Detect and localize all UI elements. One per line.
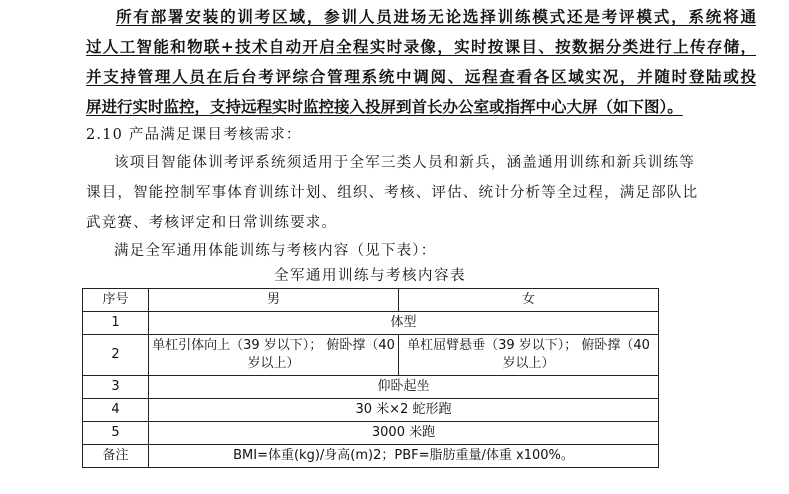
table-intro: 满足全军通用体能训练与考核内容（见下表）： <box>114 243 437 259</box>
table-row <box>83 335 659 376</box>
row-num: 1 <box>83 312 149 335</box>
table-row <box>83 376 659 399</box>
table-header-row <box>83 289 659 312</box>
intro-line: 过人工智能和物联+技术自动开启全程实时录像，实时按课目、按数据分类进行上传存储， <box>86 38 756 56</box>
row-num: 3 <box>83 376 149 399</box>
table-row <box>83 399 659 422</box>
requirement-paragraph <box>86 148 754 238</box>
row-num: 2 <box>83 335 149 376</box>
intro-line: 屏进行实时监控，支持远程实时监控接入投屏到首长办公室或指挥中心大屏（如下图）。 <box>86 98 683 116</box>
row-male: 单杠引体向上（39 岁以下）； 俯卧撑（40 岁以上） <box>149 335 399 376</box>
row-num: 备注 <box>83 445 149 468</box>
row-content: 3000 米跑 <box>149 422 659 445</box>
intro-line: 并支持管理人员在后台考评综合管理系统中调阅、远程查看各区域实况，并随时登陆或投 <box>86 68 756 86</box>
header-female: 女 <box>399 289 659 312</box>
row-content: BMI=体重(kg)/身高(m)2；PBF=脂肪重量/体重 x100%。 <box>149 445 659 468</box>
paragraph-line: 武竞赛、考核评定和日常训练要求。 <box>86 215 338 231</box>
table-row <box>83 445 659 468</box>
paragraph-line: 该项目智能体训考评系统须适用于全军三类人员和新兵，涵盖通用训练和新兵训练等 <box>114 155 695 171</box>
intro-line: 所有部署安装的训考区域，参训人员进场无论选择训练模式还是考评模式，系统将通 <box>116 8 756 26</box>
row-num: 4 <box>83 399 149 422</box>
header-male: 男 <box>149 289 399 312</box>
paragraph-line: 课目，智能控制军事体育训练计划、组织、考核、评估、统计分析等全过程，满足部队比 <box>86 185 699 201</box>
row-content: 30 米×2 蛇形跑 <box>149 399 659 422</box>
row-content: 仰卧起坐 <box>149 376 659 399</box>
table-caption: 全军通用训练与考核内容表 <box>274 268 466 284</box>
header-num: 序号 <box>83 289 149 312</box>
section-heading: 2.10 产品满足课目考核需求： <box>86 127 302 143</box>
table-row <box>83 422 659 445</box>
row-content: 体型 <box>149 312 659 335</box>
row-num: 5 <box>83 422 149 445</box>
intro-bold-paragraph <box>86 2 756 122</box>
row-female: 单杠屈臂悬垂（39 岁以下）； 俯卧撑（40 岁以上） <box>399 335 659 376</box>
assessment-table <box>82 288 659 468</box>
table-row <box>83 312 659 335</box>
